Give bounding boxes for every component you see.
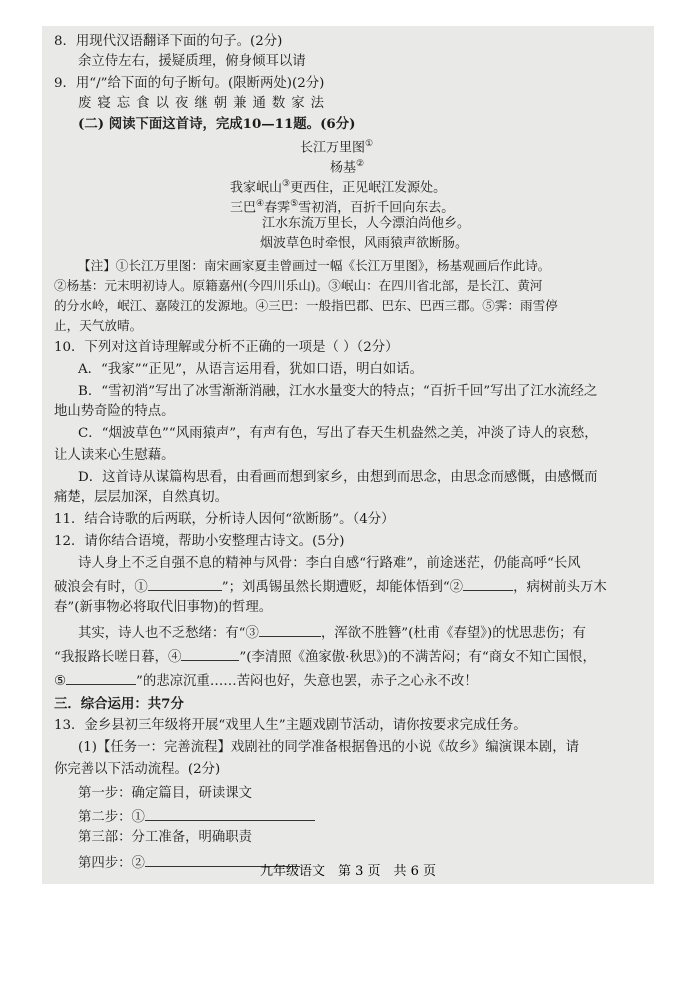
q10-option-c-cont: 让人读来心生慰藉。	[54, 448, 175, 463]
q13-title: 13．金乡县初三年级将开展“戏里人生”主题戏剧节活动，请你按要求完成任务。	[54, 718, 527, 733]
q10-option-a: A．“我家”“正见”，从语言运用看，犹如口语，明白如话。	[78, 362, 424, 377]
note-line-1: 【注】①长江万里图：南宋画家夏圭曾画过一幅《长江万里图》，杨基观画后作此诗。	[78, 258, 551, 273]
q13-step-4-label: 第四步：②	[78, 856, 145, 871]
q10-option-c: C．“烟波草色”“风雨猿声”，有声有色，写出了春天生机盎然之美，冲淡了诗人的哀愁，	[78, 426, 598, 441]
page-footer: 九年级语文 第 3 页 共 6 页	[259, 864, 437, 879]
q8-sentence: 余立侍左右，援疑质理，俯身倾耳以请	[78, 54, 306, 69]
poem-line-1-note: ③	[282, 179, 291, 189]
section-3-title: 三．综合运用：共7分	[54, 696, 184, 712]
q13-task1-line1: (1)【任务一：完善流程】戏剧社的同学准备根据鲁迅的小说《故乡》编演课本剧，请	[78, 740, 580, 755]
answer-blank-4[interactable]	[181, 646, 239, 661]
poem-title-note: ①	[365, 139, 374, 149]
q12-para2-line2	[54, 646, 596, 668]
q10-option-b: B．“雪初消”写出了冰雪渐渐消融，江水水量变大的特点；“百折千回”写出了江水流经之	[78, 384, 598, 399]
q9-sentence: 废寝忘食以夜继朝兼通数家法	[78, 96, 331, 111]
poem-line-2-note-a: ④	[256, 199, 265, 209]
q12-p1b-middle: ”；刘禹锡虽然长期遭贬，却能体悟到“②	[221, 580, 464, 595]
poem-author-text: 杨基	[330, 160, 357, 176]
answer-blank-5[interactable]	[66, 670, 136, 685]
answer-blank-step-4[interactable]	[145, 852, 300, 867]
q12-p1b-end: ，病树前头万木	[513, 580, 607, 595]
q12-para2-line1	[78, 622, 586, 644]
q9-title: 9．用“/”给下面的句子断句。(限断两处)(2分)	[54, 76, 325, 91]
q10-option-d-cont: 痛楚，层层加深，自然真切。	[54, 490, 229, 505]
answer-blank-1[interactable]	[148, 576, 222, 591]
q13-step-1: 第一步：确定篇目，研读课文	[78, 786, 253, 801]
poem-line-2-c: 雪初消，百折千回向东去。	[298, 200, 455, 216]
q12-blank5-label: ⑤	[54, 674, 67, 689]
poem-line-4: 烟波草色时牵恨，风雨猿声欲断肠。	[260, 236, 469, 251]
q12-para2-line3	[54, 670, 478, 692]
answer-blank-3[interactable]	[259, 622, 321, 637]
q12-blank1-label: 破浪会有时，①	[54, 580, 148, 595]
poem-line-2-note-b: ⑤	[290, 199, 299, 209]
q13-task1-line2: 你完善以下活动流程。(2分)	[54, 762, 221, 777]
poem-line-2-b: 春霁	[264, 200, 291, 216]
answer-blank-step-2[interactable]	[145, 806, 315, 821]
q13-step-4	[78, 852, 300, 874]
q12-blank4-label: “我报路长嗟日暮，④	[54, 650, 182, 665]
q12-para1-line2	[54, 576, 607, 598]
q10-title: 10．下列对这首诗理解或分析不正确的一项是（ ）（2分）	[54, 340, 399, 355]
poem-author-note: ②	[356, 159, 365, 169]
note-line-2: ②杨基：元末明初诗人。原籍嘉州(今四川乐山)。③岷山：在四川省北部，是长江、黄河	[54, 278, 543, 293]
q12-p2b-end: ”(李清照《渔家傲·秋思》)的不满苦闷；有“商女不知亡国恨，	[239, 650, 596, 665]
answer-blank-2[interactable]	[463, 576, 513, 591]
poem-title-text: 长江万里图	[300, 140, 366, 156]
section-2-title: (二) 阅读下面这首诗，完成10—11题。(6分)	[78, 116, 356, 132]
q12-para1-line3: 春”(新事物必将取代旧事物)的哲理。	[54, 600, 273, 615]
poem-line-1-a: 我家岷山	[230, 180, 283, 196]
q13-step-2	[78, 806, 315, 828]
note-line-3: 的分水岭，岷江、嘉陵江的发源地。④三巴：一般指巴郡、巴东、巴西三郡。⑤霁：雨雪停	[54, 298, 558, 313]
q12-title: 12．请你结合语境，帮助小安整理古诗文。(5分)	[54, 534, 345, 549]
q8-title: 8．用现代汉语翻译下面的句子。(2分)	[54, 34, 283, 49]
q13-step-2-label: 第二步：①	[78, 810, 145, 825]
note-line-4: 止，天气放晴。	[54, 318, 143, 333]
exam-page	[42, 26, 654, 884]
poem-line-2-a: 三巴	[230, 200, 257, 216]
q11-title: 11．结合诗歌的后两联，分析诗人因何“欲断肠”。（4分）	[54, 512, 395, 527]
q10-option-b-cont: 地山势奇险的特点。	[54, 404, 175, 419]
poem-line-3: 江水东流万里长，人今漂泊尚他乡。	[262, 216, 471, 231]
q12-p2c-end: ”的悲凉沉重……苦闷也好，失意也罢，赤子之心永不改！	[136, 674, 478, 689]
q12-para1-line1: 诗人身上不乏自强不息的精神与风骨：李白自感“行路难”，前途迷茫，仍能高呼“长风	[78, 556, 581, 571]
q13-step-3: 第三部：分工准备，明确职责	[78, 830, 253, 845]
q12-p2a-end: ，浑欲不胜簪”(杜甫《春望》)的忧思悲伤；有	[320, 626, 586, 641]
poem-line-1-b: 更西住，正见岷江发源处。	[290, 180, 447, 196]
q12-blank3-label: 其实，诗人也不乏愁绪：有“③	[78, 626, 259, 641]
q10-option-d: D．这首诗从谋篇构思看，由看画而想到家乡，由想到而思念，由思念而感慨，由感慨而	[78, 470, 598, 485]
